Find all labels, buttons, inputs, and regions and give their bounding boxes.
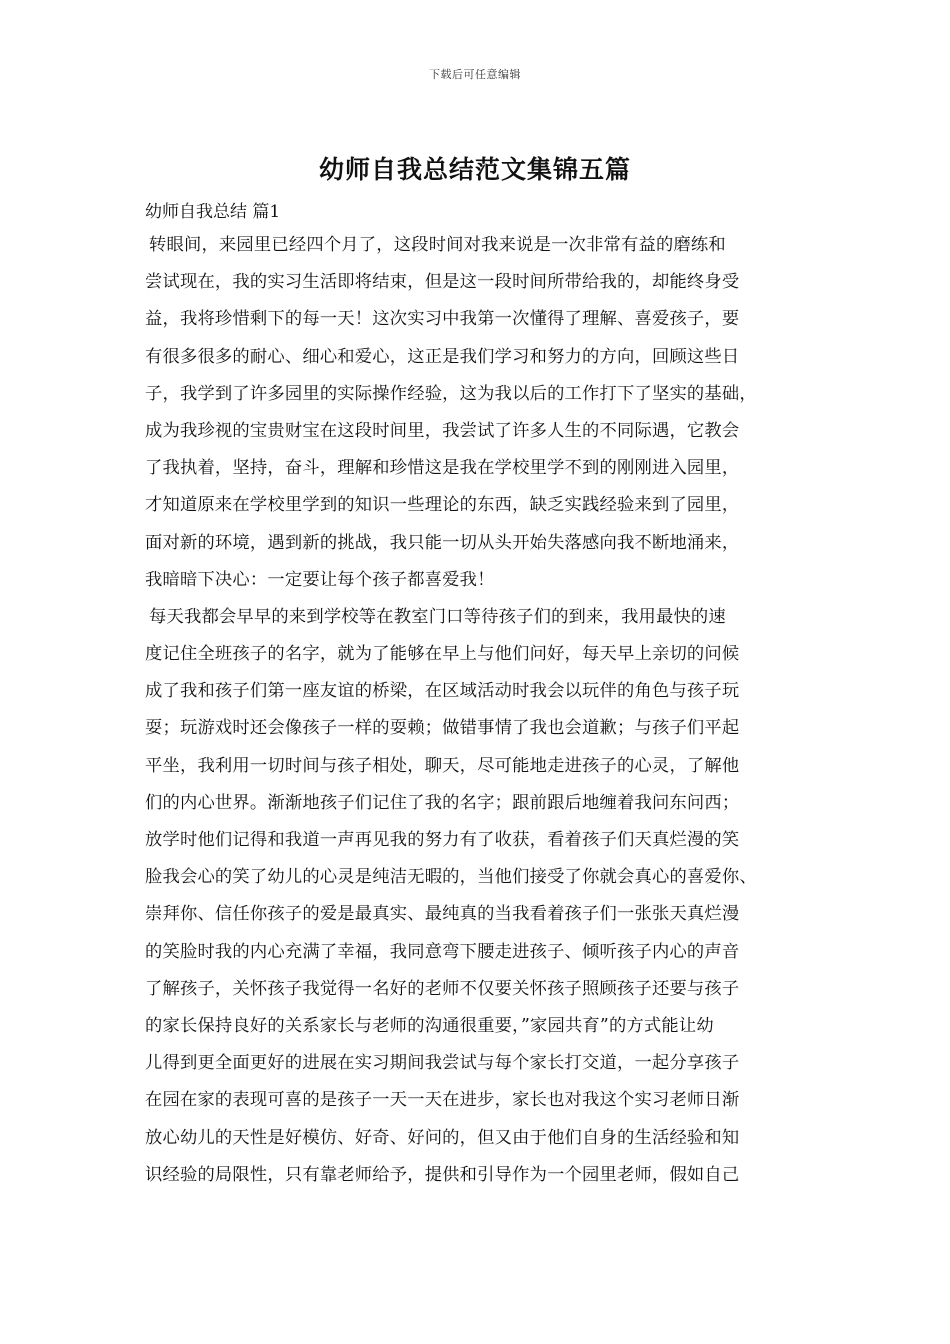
document-title: 幼师自我总结范文集锦五篇 [318, 155, 631, 184]
body-line-p2-6: 们的内心世界。渐渐地孩子们记住了我的名字；跟前跟后地缠着我问东问西； [145, 792, 740, 813]
body-line-p2-16: 识经验的局限性，只有靠老师给予，提供和引导作为一个园里老师，假如自己 [145, 1164, 740, 1185]
body-line-p2-3: 成了我和孩子们第一座友谊的桥梁，在区域活动时我会以玩伴的角色与孩子玩 [145, 681, 740, 702]
body-line-p2-10: 的笑脸时我的内心充满了幸福，我同意弯下腰走进孩子、倾听孩子内心的声音 [145, 941, 740, 962]
body-line-p1-8: 才知道原来在学校里学到的知识一些理论的东西，缺乏实践经验来到了园里， [145, 495, 740, 516]
body-line-p1-5: 子，我学到了许多园里的实际操作经验，这为我以后的工作打下了坚实的基础， [145, 383, 757, 404]
body-line-p1-4: 有很多很多的耐心、细心和爱心，这正是我们学习和努力的方向，回顾这些日 [145, 346, 740, 367]
section-heading: 幼师自我总结 篇1 [145, 202, 281, 222]
body-line-p2-4: 耍；玩游戏时还会像孩子一样的耍赖；做错事情了我也会道歉；与孩子们平起 [145, 718, 740, 739]
body-line-p1-7: 了我执着，坚持，奋斗，理解和珍惜这是我在学校里学不到的刚刚进入园里， [145, 458, 740, 479]
body-line-p2-7: 放学时他们记得和我道一声再见我的努力有了收获，看着孩子们天真烂漫的笑 [145, 830, 740, 850]
body-line-p2-1: 每天我都会早早的来到学校等在教室门口等待孩子们的到来，我用最快的速 [149, 606, 726, 627]
document-body [145, 227, 825, 1194]
body-line-p1-10: 我暗暗下决心：一定要让每个孩子都喜爱我！ [145, 569, 495, 590]
body-line-p2-5: 平坐，我利用一切时间与孩子相处，聊天，尽可能地走进孩子的心灵，了解他 [145, 755, 740, 776]
body-line-p2-11: 了解孩子，关怀孩子我觉得一名好的老师不仅要关怀孩子照顾孩子还要与孩子 [145, 978, 740, 999]
body-line-p2-9: 崇拜你、信任你孩子的爱是最真实、最纯真的当我看着孩子们一张张天真烂漫 [145, 904, 740, 925]
body-line-p2-13: 儿得到更全面更好的进展在实习期间我尝试与每个家长打交道，一起分享孩子 [145, 1053, 740, 1074]
body-line-p1-2: 尝试现在，我的实习生活即将结束，但是这一段时间所带给我的，却能终身受 [145, 272, 740, 293]
body-line-p2-2: 度记住全班孩子的名字，就为了能够在早上与他们问好，每天早上亲切的问候 [145, 644, 740, 665]
body-line-p1-1: 转眼间，来园里已经四个月了，这段时间对我来说是一次非常有益的磨练和 [149, 235, 726, 255]
body-line-p2-14: 在园在家的表现可喜的是孩子一天一天在进步，家长也对我这个实习老师日渐 [145, 1090, 740, 1111]
body-line-p1-9: 面对新的环境，遇到新的挑战，我只能一切从头开始失落感向我不断地涌来， [145, 532, 740, 553]
body-line-p2-8: 脸我会心的笑了幼儿的心灵是纯洁无暇的，当他们接受了你就会真心的喜爱你、 [145, 867, 757, 888]
body-line-p1-3: 益，我将珍惜剩下的每一天！这次实习中我第一次懂得了理解、喜爱孩子，要 [145, 309, 740, 330]
body-line-p1-6: 成为我珍视的宝贵财宝在这段时间里，我尝试了许多人生的不同际遇，它教会 [145, 420, 740, 441]
body-line-p2-15: 放心幼儿的天性是好模仿、好奇、好问的，但又由于他们自身的生活经验和知 [145, 1127, 740, 1148]
body-line-p2-12: 的家长保持良好的关系家长与老师的沟通很重要，”家园共育”的方式能让幼 [145, 1015, 714, 1036]
page-header-note: 下载后可任意编辑 [429, 68, 521, 81]
